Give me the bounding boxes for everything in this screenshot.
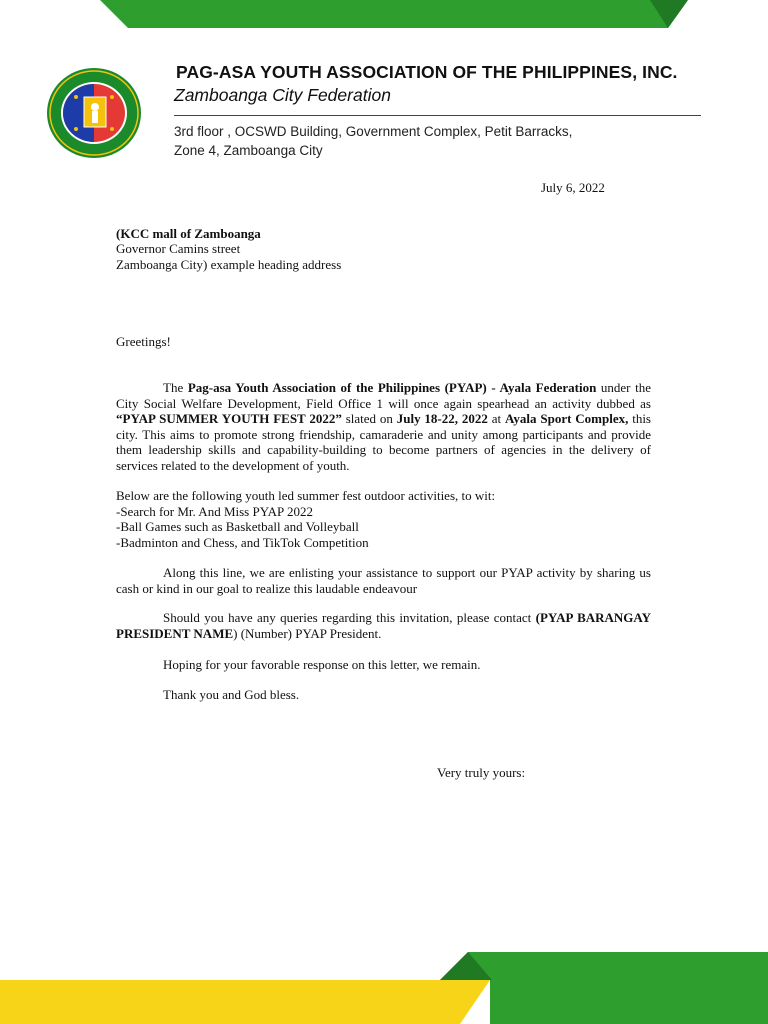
recipient-line-1: (KCC mall of Zamboanga — [116, 226, 261, 241]
paragraph-contact: Should you have any queries regarding this invitation, please contact (PYAP BARANGAY PRESIDENT NAME) (Number) PYAP President. — [116, 610, 651, 641]
top-decorative-band — [0, 0, 768, 28]
list-item: -Search for Mr. And Miss PYAP 2022 — [116, 503, 314, 519]
paragraph-hoping: Hoping for your favorable response on this letter, we remain. — [163, 657, 481, 672]
list-item: -Ball Games such as Basketball and Volleyball — [116, 519, 359, 534]
activities-intro: Below are the following youth led summer fest outdoor activities, to wit: — [116, 488, 496, 503]
header-divider — [174, 115, 701, 116]
organization-federation: Zamboanga City Federation — [174, 85, 391, 105]
bottom-decorative-band — [0, 952, 768, 1024]
pyap-seal-logo — [46, 67, 142, 159]
paragraph-intro: The Pag-asa Youth Association of the Philippines (PYAP) - Ayala Federation under the City Social Welfare Development, Field Office 1 will once again spearhead an activity dubbed as “PYAP SUMMER YOUTH FEST 2022” slated on July 18-22, 2022 at Ayala Sport Complex, this city. This aims to promote strong friendship, camaraderie and unity among participants and provide them leadership skills and capability-building to become partners of agencies in the delivery of services related to the development of youth. — [116, 380, 651, 473]
paragraph-assistance: Along this line, we are enlisting your assistance to support our PYAP activity by sharing us cash or kind in our goal to realize this laudable endeavour — [116, 565, 651, 596]
organization-name: PAG-ASA YOUTH ASSOCIATION OF THE PHILIPPINES, INC. — [176, 62, 678, 82]
letter-closing: Very truly yours: — [437, 765, 526, 780]
letter-date: July 6, 2022 — [541, 180, 605, 195]
recipient-line-2: Governor Camins street — [116, 241, 241, 256]
address-line-2: Zone 4, Zamboanga City — [174, 143, 323, 158]
list-item: -Badminton and Chess, and TikTok Competition — [116, 534, 369, 550]
recipient-line-3: Zamboanga City) example heading address — [116, 257, 342, 272]
paragraph-thanks: Thank you and God bless. — [163, 687, 300, 702]
address-line-1: 3rd floor , OCSWD Building, Government Complex, Petit Barracks, — [174, 124, 573, 139]
activities-list — [116, 488, 651, 550]
greeting: Greetings! — [116, 334, 171, 349]
